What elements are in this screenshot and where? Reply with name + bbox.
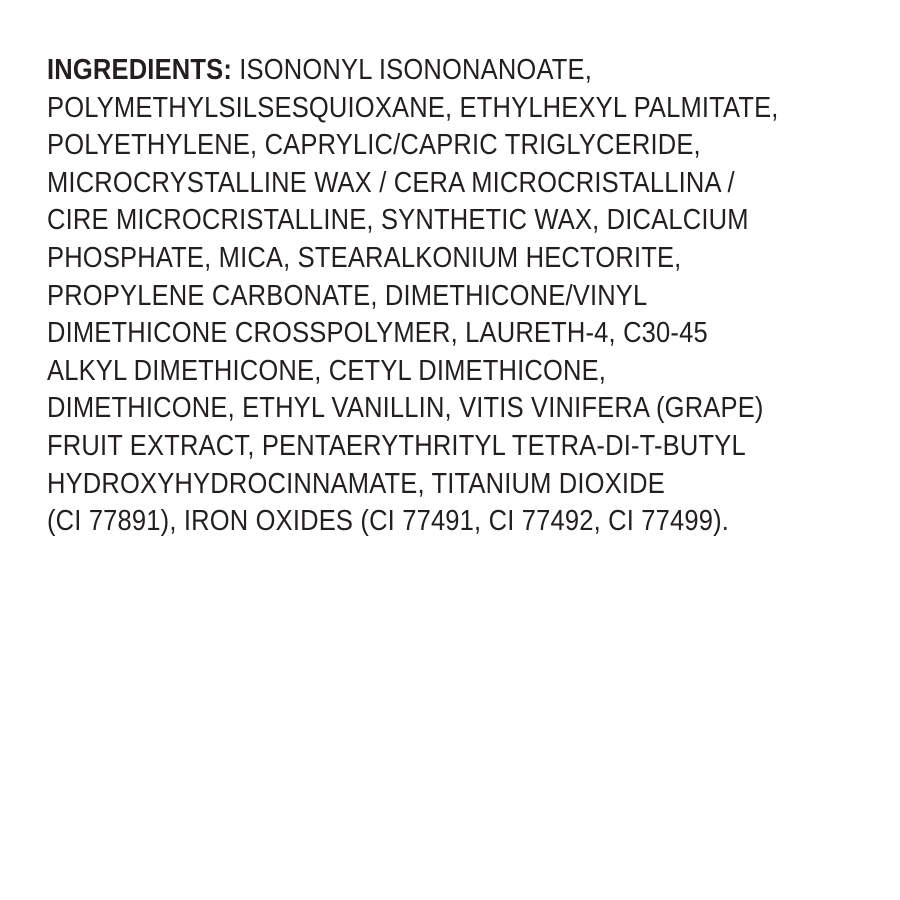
ingredients-line: CIRE MICROCRISTALLINE, SYNTHETIC WAX, DICALCIUM — [47, 204, 749, 237]
ingredients-line: FRUIT EXTRACT, PENTAERYTHRITYL TETRA-DI-T-BUTYL — [47, 429, 746, 462]
ingredients-line: MICROCRYSTALLINE WAX / CERA MICROCRISTALLINA / — [47, 166, 735, 199]
ingredients-line: ALKYL DIMETHICONE, CETYL DIMETHICONE, — [47, 354, 607, 387]
ingredients-line: (CI 77891), IRON OXIDES (CI 77491, CI 77492, CI 77499). — [47, 505, 730, 538]
ingredients-line: POLYETHYLENE, CAPRYLIC/CAPRIC TRIGLYCERIDE, — [47, 129, 701, 162]
ingredients-line: PROPYLENE CARBONATE, DIMETHICONE/VINYL — [47, 279, 648, 312]
ingredients-line: PHOSPHATE, MICA, STEARALKONIUM HECTORITE, — [47, 241, 682, 274]
ingredients-line: POLYMETHYLSILSESQUIOXANE, ETHYLHEXYL PALMITATE, — [47, 91, 779, 124]
ingredients-text-block — [47, 52, 857, 541]
ingredients-line-text: ISONONYL ISONONANOATE, — [232, 54, 592, 86]
ingredients-line: DIMETHICONE, ETHYL VANILLIN, VITIS VINIFERA (GRAPE) — [47, 392, 764, 425]
ingredients-heading: INGREDIENTS: — [47, 54, 233, 86]
ingredients-line: HYDROXYHYDROCINNAMATE, TITANIUM DIOXIDE — [47, 467, 665, 500]
ingredients-line: DIMETHICONE CROSSPOLYMER, LAURETH-4, C30-45 — [47, 317, 708, 350]
ingredients-line — [47, 52, 857, 90]
